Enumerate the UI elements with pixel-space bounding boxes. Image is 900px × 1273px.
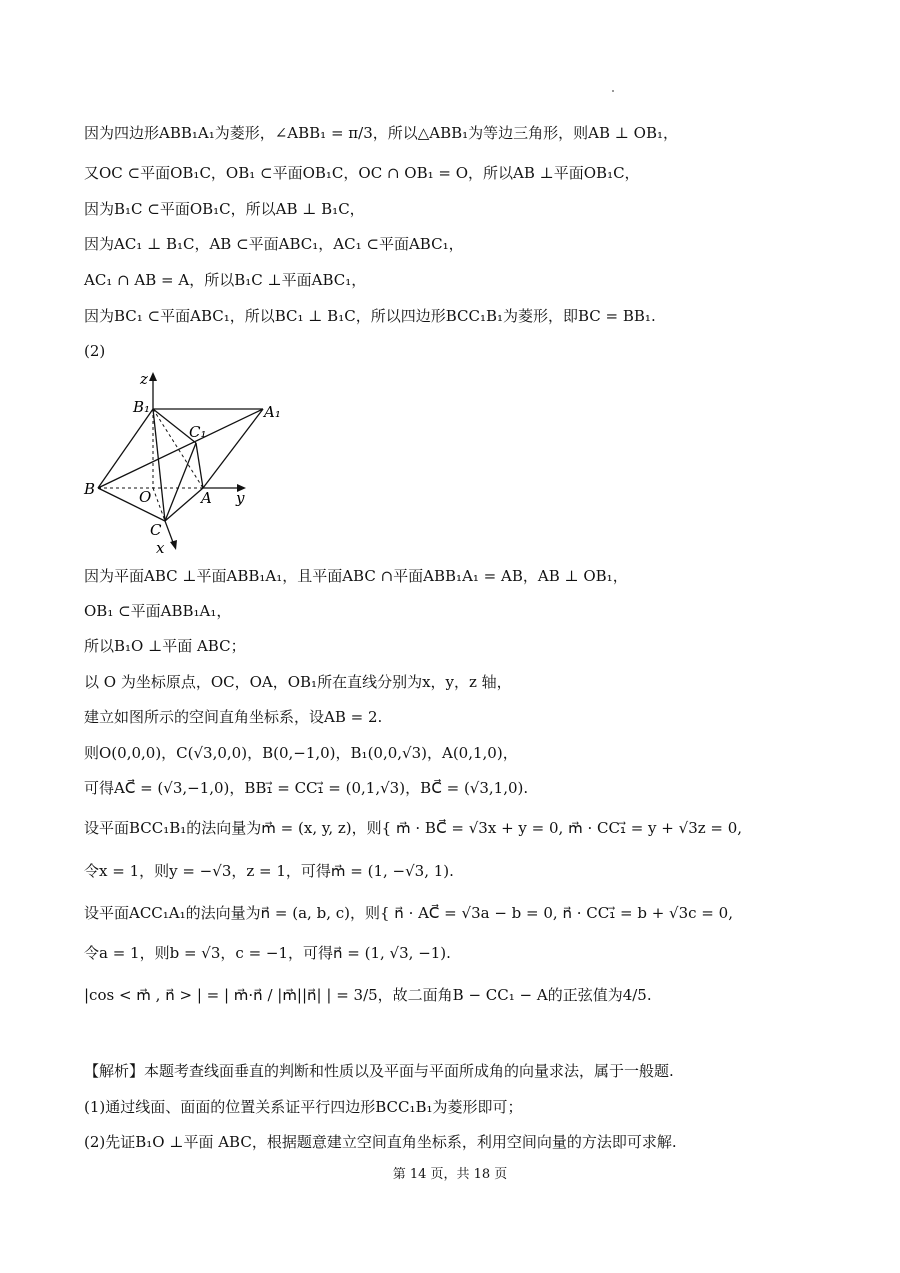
text-line: 又OC ⊂平面OB₁C，OB₁ ⊂平面OB₁C，OC ∩ OB₁ = O，所以AB ⊥平面OB₁C， (84, 164, 640, 182)
text-line: 因为平面ABC ⊥平面ABB₁A₁，且平面ABC ∩平面ABB₁A₁ = AB，AB ⊥ OB₁， (84, 567, 628, 585)
text-line: |cos < m⃗ , n⃗ > | = | m⃗·n⃗ / |m⃗||n⃗| | = 3/5，故二面角B − CC₁ − A的正弦值为4/5. (84, 986, 652, 1004)
text-line: 因为BC₁ ⊂平面ABC₁，所以BC₁ ⊥ B₁C，所以四边形BCC₁B₁为菱形，即BC = BB₁. (84, 307, 656, 325)
text-line: 设平面ACC₁A₁的法向量为n⃗ = (a, b, c)，则{ n⃗ · AC⃗ = √3a − b = 0, n⃗ · CC₁⃗ = b + √3c = 0, (84, 904, 733, 922)
label-y: y (236, 489, 245, 507)
label-a1: A₁ (264, 403, 281, 421)
page-footer: 第 14 页，共 18 页 (392, 1167, 508, 1182)
text-line: 则O(0,0,0)，C(√3,0,0)，B(0,−1,0)，B₁(0,0,√3)，A(0,1,0)， (84, 744, 518, 762)
text-line: 所以B₁O ⊥平面 ABC； (84, 637, 246, 655)
text-line: 因为AC₁ ⊥ B₁C，AB ⊂平面ABC₁，AC₁ ⊂平面ABC₁， (84, 235, 464, 253)
label-c: C (150, 521, 162, 539)
text-line: 令x = 1，则y = −√3，z = 1，可得m⃗ = (1, −√3, 1). (84, 862, 454, 880)
text-line: 因为四边形ABB₁A₁为菱形，∠ABB₁ = π/3，所以△ABB₁为等边三角形，则AB ⊥ OB₁， (84, 124, 679, 142)
label-a: A (201, 489, 212, 507)
text-line: OB₁ ⊂平面ABB₁A₁， (84, 602, 232, 620)
label-b: B (84, 480, 96, 498)
text-line: (2)先证B₁O ⊥平面 ABC，根据题意建立空间直角坐标系，利用空间向量的方法即可求解. (84, 1133, 677, 1151)
text-line: (2) (84, 342, 106, 360)
coordinate-figure (80, 366, 290, 558)
text-line: 可得AC⃗ = (√3,−1,0)，BB₁⃗ = CC₁⃗ = (0,1,√3)，BC⃗ = (√3,1,0). (84, 779, 529, 797)
text-line: 以 O 为坐标原点，OC，OA，OB₁所在直线分别为x，y，z 轴， (84, 673, 512, 691)
text-line: 设平面BCC₁B₁的法向量为m⃗ = (x, y, z)，则{ m⃗ · BC⃗ = √3x + y = 0, m⃗ · CC₁⃗ = y + √3z = 0, (84, 819, 743, 837)
text-line: AC₁ ∩ AB = A，所以B₁C ⊥平面ABC₁， (84, 271, 367, 289)
text-line: 令a = 1，则b = √3，c = −1，可得n⃗ = (1, √3, −1). (84, 944, 451, 962)
label-o: O (139, 488, 152, 506)
label-b1: B₁ (133, 398, 151, 416)
text-line: (1)通过线面、面面的位置关系证平行四边形BCC₁B₁为菱形即可； (84, 1098, 523, 1116)
speck (612, 90, 614, 92)
label-z: z (140, 370, 148, 388)
label-c1: C₁ (189, 423, 207, 441)
text-line: 【解析】本题考查线面垂直的判断和性质以及平面与平面所成角的向量求法，属于一般题. (84, 1062, 674, 1080)
text-line: 因为B₁C ⊂平面OB₁C，所以AB ⊥ B₁C， (84, 200, 365, 218)
text-line: 建立如图所示的空间直角坐标系，设AB = 2. (84, 708, 383, 726)
label-x: x (156, 539, 165, 557)
